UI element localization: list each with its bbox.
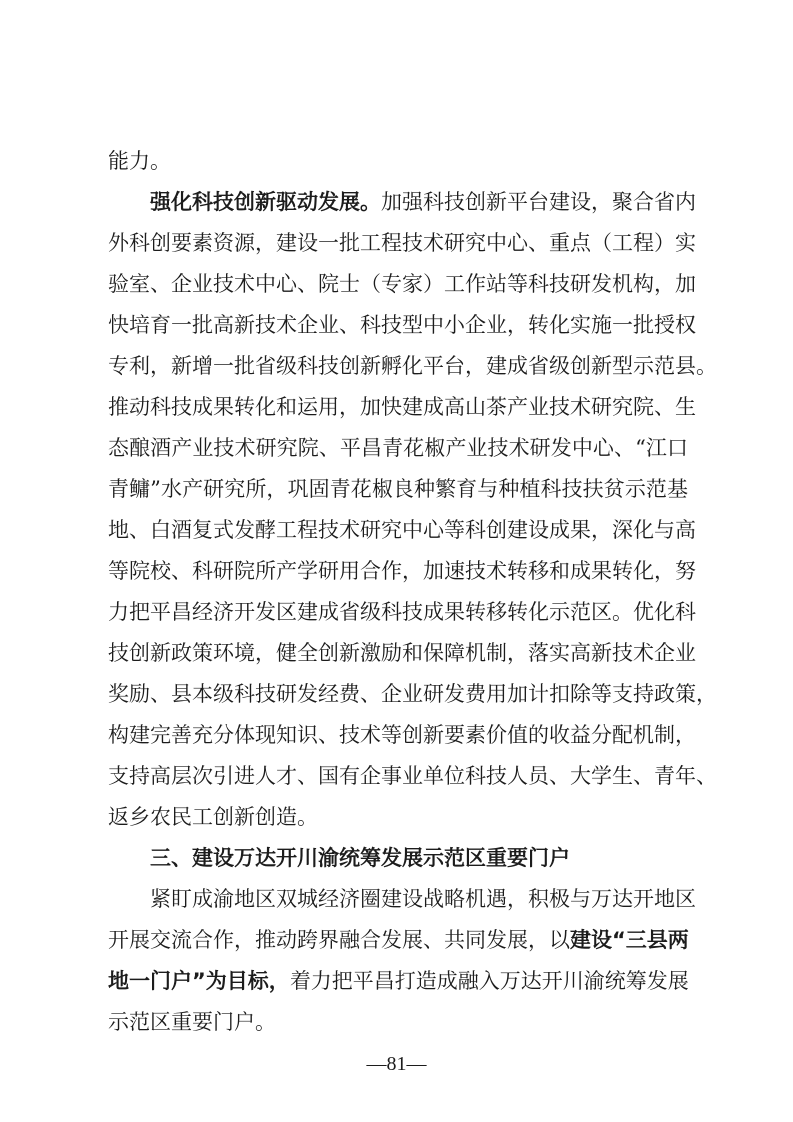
paragraph-line: 返乡农民工创新创造。: [108, 805, 318, 829]
section-heading: 三、建设万达开川渝统筹发展示范区重要门户: [150, 846, 570, 870]
paragraph-line: 推动科技成果转化和运用，加快建成高山茶产业技术研究院、生: [108, 395, 696, 419]
page-number: —81—: [366, 1053, 427, 1075]
bold-lead-text: 强化科技创新驱动发展。: [150, 190, 381, 214]
paragraph-line: 专利，新增一批省级科技创新孵化平台，建成省级创新型示范县。: [108, 354, 717, 378]
paragraph-line: 奖励、县本级科技研发经费、企业研发费用加计扣除等支持政策，: [108, 682, 717, 706]
paragraph-line: 示范区重要门户。: [108, 1010, 276, 1034]
paragraph-line: 构建完善充分体现知识、技术等创新要素价值的收益分配机制，: [108, 723, 696, 747]
paragraph-line: 支持高层次引进人才、国有企事业单位科技人员、大学生、青年、: [108, 764, 717, 788]
paragraph-line: 外科创要素资源，建设一批工程技术研究中心、重点（工程）实: [108, 231, 696, 255]
paragraph-line: 等院校、科研院所产学研用合作，加速技术转移和成果转化，努: [108, 559, 696, 583]
paragraph-line: 验室、企业技术中心、院士（专家）工作站等科技研发机构，加: [108, 272, 696, 296]
paragraph-line: 青鳙”水产研究所，巩固青花椒良种繁育与种植科技扶贫示范基: [108, 477, 688, 501]
paragraph-line: 态酿酒产业技术研究院、平昌青花椒产业技术研发中心、“江口: [108, 436, 688, 460]
bold-text: 地一门户”为目标，: [108, 969, 290, 993]
paragraph-line: 快培育一批高新技术企业、科技型中小企业，转化实施一批授权: [108, 313, 696, 337]
paragraph-text: 加强科技创新平台建设，聚合省内: [381, 190, 696, 214]
bold-text: 建设“三县两: [570, 928, 689, 952]
paragraph-first-line: 紧盯成渝地区双城经济圈建设战略机遇，积极与万达开地区: [150, 887, 696, 911]
paragraph-line: 技创新政策环境，健全创新激励和保障机制，落实高新技术企业: [108, 641, 696, 665]
paragraph-line: 力把平昌经济开发区建成省级科技成果转移转化示范区。优化科: [108, 600, 696, 624]
paragraph-text: 着力把平昌打造成融入万达开川渝统筹发展: [289, 969, 689, 993]
paragraph-line: 地、白酒复式发酵工程技术研究中心等科创建设成果，深化与高: [108, 518, 696, 542]
paragraph-line: [108, 965, 688, 997]
paragraph-line: 能力。: [108, 149, 171, 173]
paragraph-text: 开展交流合作，推动跨界融合发展、共同发展，以: [108, 928, 570, 952]
paragraph-line: [108, 924, 688, 956]
paragraph-first-line: [150, 186, 696, 218]
